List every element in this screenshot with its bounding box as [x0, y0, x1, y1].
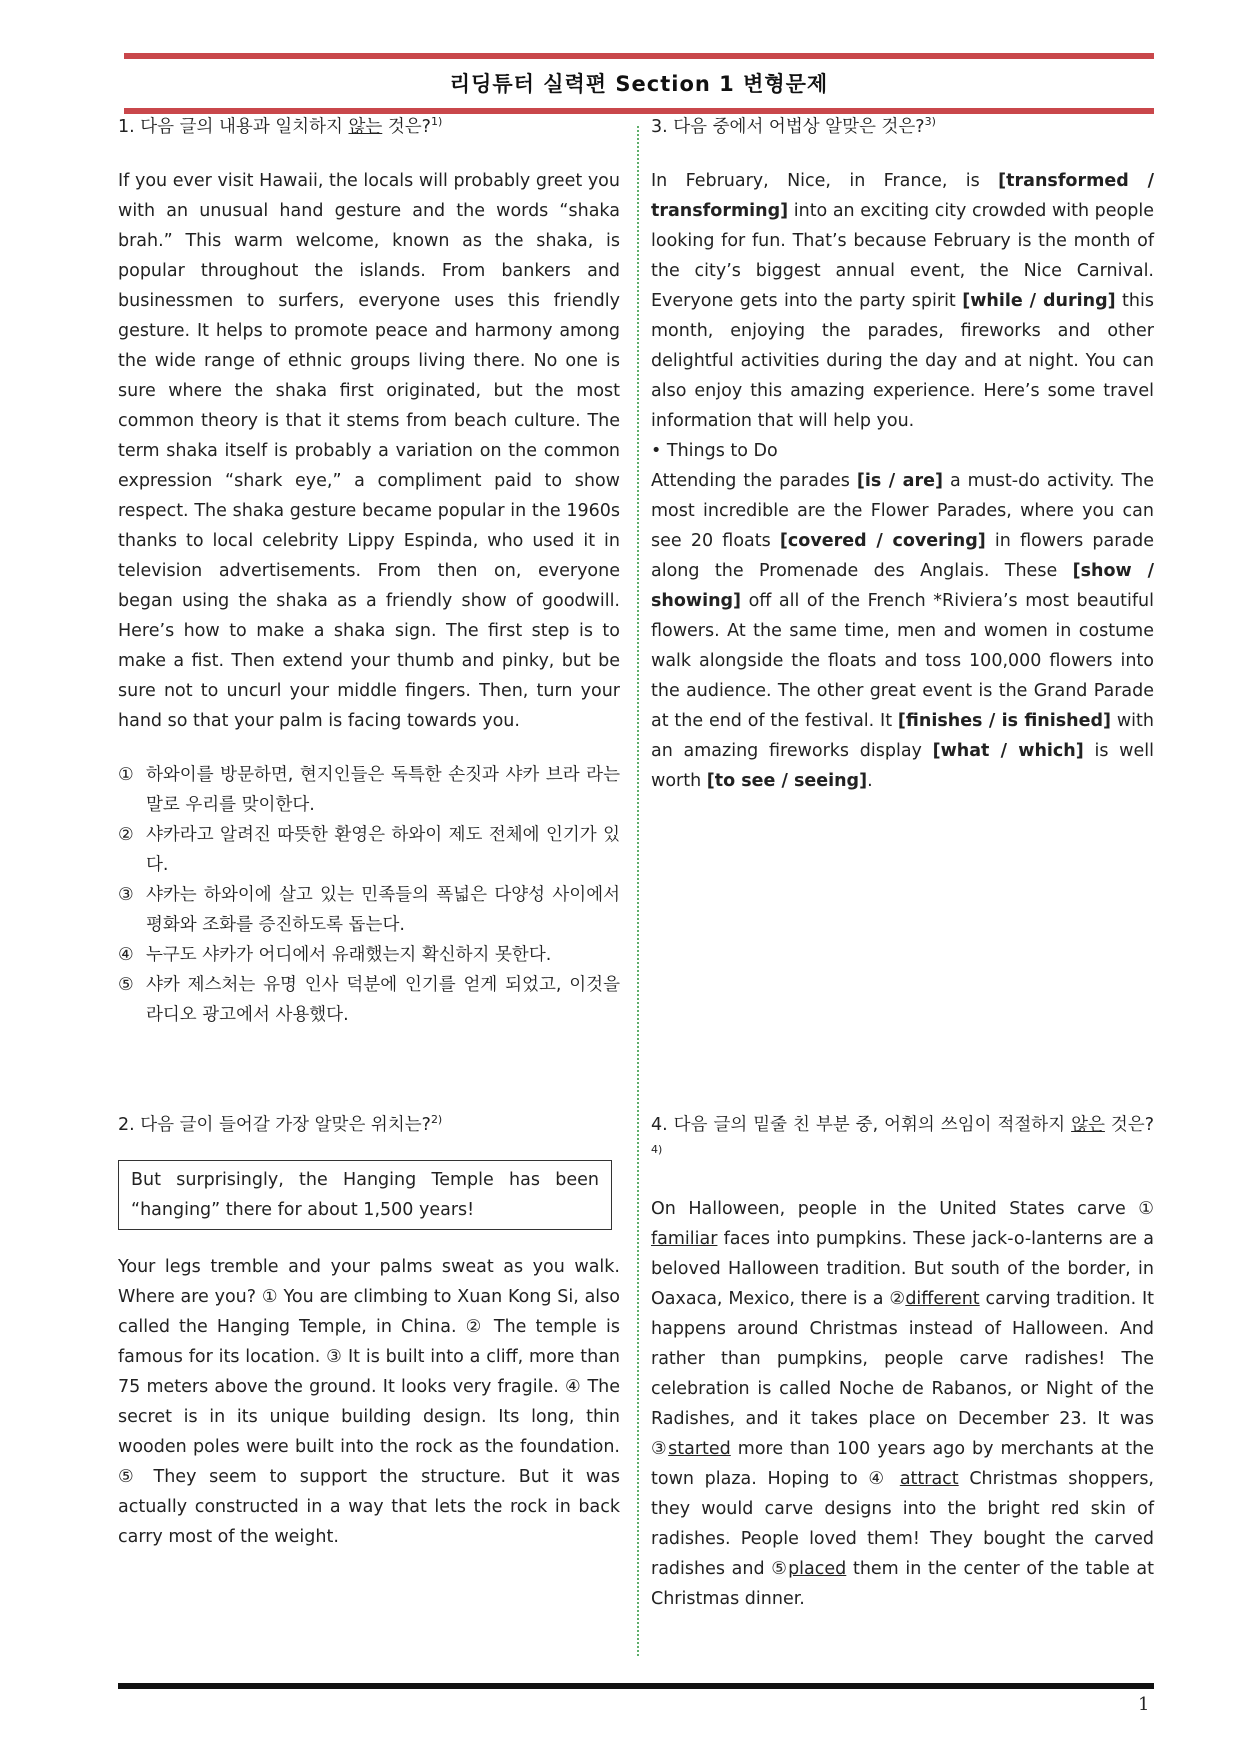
question-3-passage — [651, 166, 1154, 796]
question-2-passage: Your legs tremble and your palms sweat as you walk. Where are you? ① You are climbing to Xuan Kong Si, also called the Hanging Temple, in China. ② The temple is famous for its location. ③ It is built into a cliff, more than 75 meters above the ground. It looks very fragile. ④ The secret is in its unique building design. Its long, thin wooden poles were built into the rock as the foundation. ⑤ They seem to support the structure. But it was actually constructed in a way that lets the rock in back carry most of the weight. — [118, 1257, 620, 1547]
passage-paragraph-2: Attending the parades [is / are] a must-do activity. The most incredible are the Flower Parades, where you can see 20 floats [covered / covering] in flowers parade along the Promenade des Anglais. These [show / showing] off all of the French *Riviera’s most beautiful flowers. At the same time, men and women in costume walk alongside the floats and toss 100,000 flowers into the audience. The other great event is the Grand Parade at the end of the festival. It [finishes / is finished] with an amazing fireworks display [what / which] is well worth [to see / seeing]. — [651, 471, 1155, 791]
footer-rule — [118, 1683, 1154, 1689]
question-2-heading: 2. 다음 글이 들어갈 가장 알맞은 위치는?$^{2)}$ — [118, 1113, 443, 1135]
grammar-choice: [while / during] — [962, 291, 1116, 311]
question-1-options — [118, 760, 620, 1030]
bullet-heading: • Things to Do — [651, 441, 778, 461]
question-1-passage: If you ever visit Hawaii, the locals will probably greet you with an unusual hand gesture and the words “shaka brah.” This warm welcome, known as the shaka, is popular throughout the islands. From bankers and businessmen to surfers, everyone uses this friendly gesture. It helps to promote peace and harmony among the wide range of ethnic groups living there. No one is sure where the shaka first originated, but the most common theory is that it stems from beach culture. The term shaka itself is probably a variation on the common expression “shark eye,” a compliment paid to show respect. The shaka gesture became popular in the 1960s thanks to local celebrity Lippy Espinda, who used it in television advertisements. From then on, everyone began using the shaka as a friendly show of goodwill. Here’s how to make a shaka sign. The first step is to make a fist. Then extend your thumb and pinky, but be sure not to uncurl your middle fingers. Then, turn your hand so that your palm is facing towards you. — [118, 171, 620, 731]
grammar-choice: [transformed / transforming] — [651, 171, 1155, 221]
grammar-choice: [to see / seeing] — [706, 771, 868, 791]
grammar-choice: [covered / covering] — [779, 531, 986, 551]
passage-paragraph-1: In February, Nice, in France, is [transformed / transforming] into an exciting city crowded with people looking for fun. That’s because February is the month of the city’s biggest annual event, the Nice Carnival. Everyone gets into the party spirit [while / during] this month, enjoying the parades, fireworks and other delightful activities during the day and at night. You can also enjoy this amazing experience. Here’s some travel information that will help you. — [651, 171, 1155, 431]
option-2[interactable]: ② 샤카라고 알려진 따뜻한 환영은 하와이 제도 전체에 인기가 있다. — [118, 825, 620, 875]
question-3-heading: 3. 다음 중에서 어법상 알맞은 것은?$^{3)}$ — [651, 115, 936, 137]
insert-sentence-box: But surprisingly, the Hanging Temple has been “hanging” there for about 1,500 years! — [118, 1160, 612, 1230]
header-top-rule — [124, 53, 1154, 59]
page-number: 1 — [1138, 1694, 1150, 1715]
question-4-passage: On Halloween, people in the United States carve ① familiar faces into pumpkins. These jack-o-lanterns are a beloved Halloween tradition. But south of the border, in Oaxaca, Mexico, there is a ②different carving tradition. It happens around Christmas instead of Halloween. And rather than pumpkins, people carve radishes! The celebration is called Noche de Rabanos, or Night of the Radishes, and it takes place on December 23. It was ③started more than 100 years ago by merchants at the town plaza. Hoping to ④ attract Christmas shoppers, they would carve designs into the bright red skin of radishes. People loved them! They bought the carved radishes and ⑤placed them in the center of the table at Christmas dinner. — [651, 1199, 1154, 1609]
question-3 — [651, 112, 1154, 796]
option-1[interactable]: ① 하와이를 방문하면, 현지인들은 독특한 손짓과 샤카 브라 라는 말로 우리를 맞이한다. — [118, 765, 620, 815]
page-title: 리딩튜터 실력편 Section 1 변형문제 — [449, 72, 829, 96]
column-divider — [637, 126, 639, 1656]
question-2 — [118, 1110, 620, 1552]
footnote-ref: 2) — [430, 1113, 443, 1127]
grammar-choice: [show / showing] — [651, 561, 1155, 611]
footnote-ref: 3) — [924, 115, 936, 129]
grammar-choice: [is / are] — [856, 471, 943, 491]
underlined-word: started — [668, 1439, 731, 1459]
underlined-word: different — [905, 1289, 980, 1309]
underlined-word: attract — [899, 1469, 959, 1489]
grammar-choice: [what / which] — [932, 741, 1084, 761]
underlined-word: placed — [788, 1559, 847, 1579]
footnote-ref: 1) — [430, 115, 443, 129]
question-4 — [651, 1110, 1154, 1614]
underlined-word: familiar — [651, 1229, 718, 1249]
question-4-heading: 4. 다음 글의 밑줄 친 부분 중, 어휘의 쓰임이 적절하지 않은 것은?$^{4)}$ — [651, 1115, 1154, 1157]
footnote-ref: 4) — [651, 1143, 663, 1157]
question-1-heading: 1. 다음 글의 내용과 일치하지 않는 것은?$^{1)}$ — [118, 115, 443, 137]
option-5[interactable]: ⑤ 샤카 제스처는 유명 인사 덕분에 인기를 얻게 되었고, 이것을 라디오 광고에서 사용했다. — [118, 975, 620, 1025]
grammar-choice: [finishes / is finished] — [897, 711, 1112, 731]
option-3[interactable]: ③ 샤카는 하와이에 살고 있는 민족들의 폭넓은 다양성 사이에서 평화와 조화를 증진하도록 돕는다. — [118, 885, 620, 935]
option-4[interactable]: ④ 누구도 샤카가 어디에서 유래했는지 확신하지 못한다. — [118, 945, 552, 965]
question-1 — [118, 112, 620, 1030]
